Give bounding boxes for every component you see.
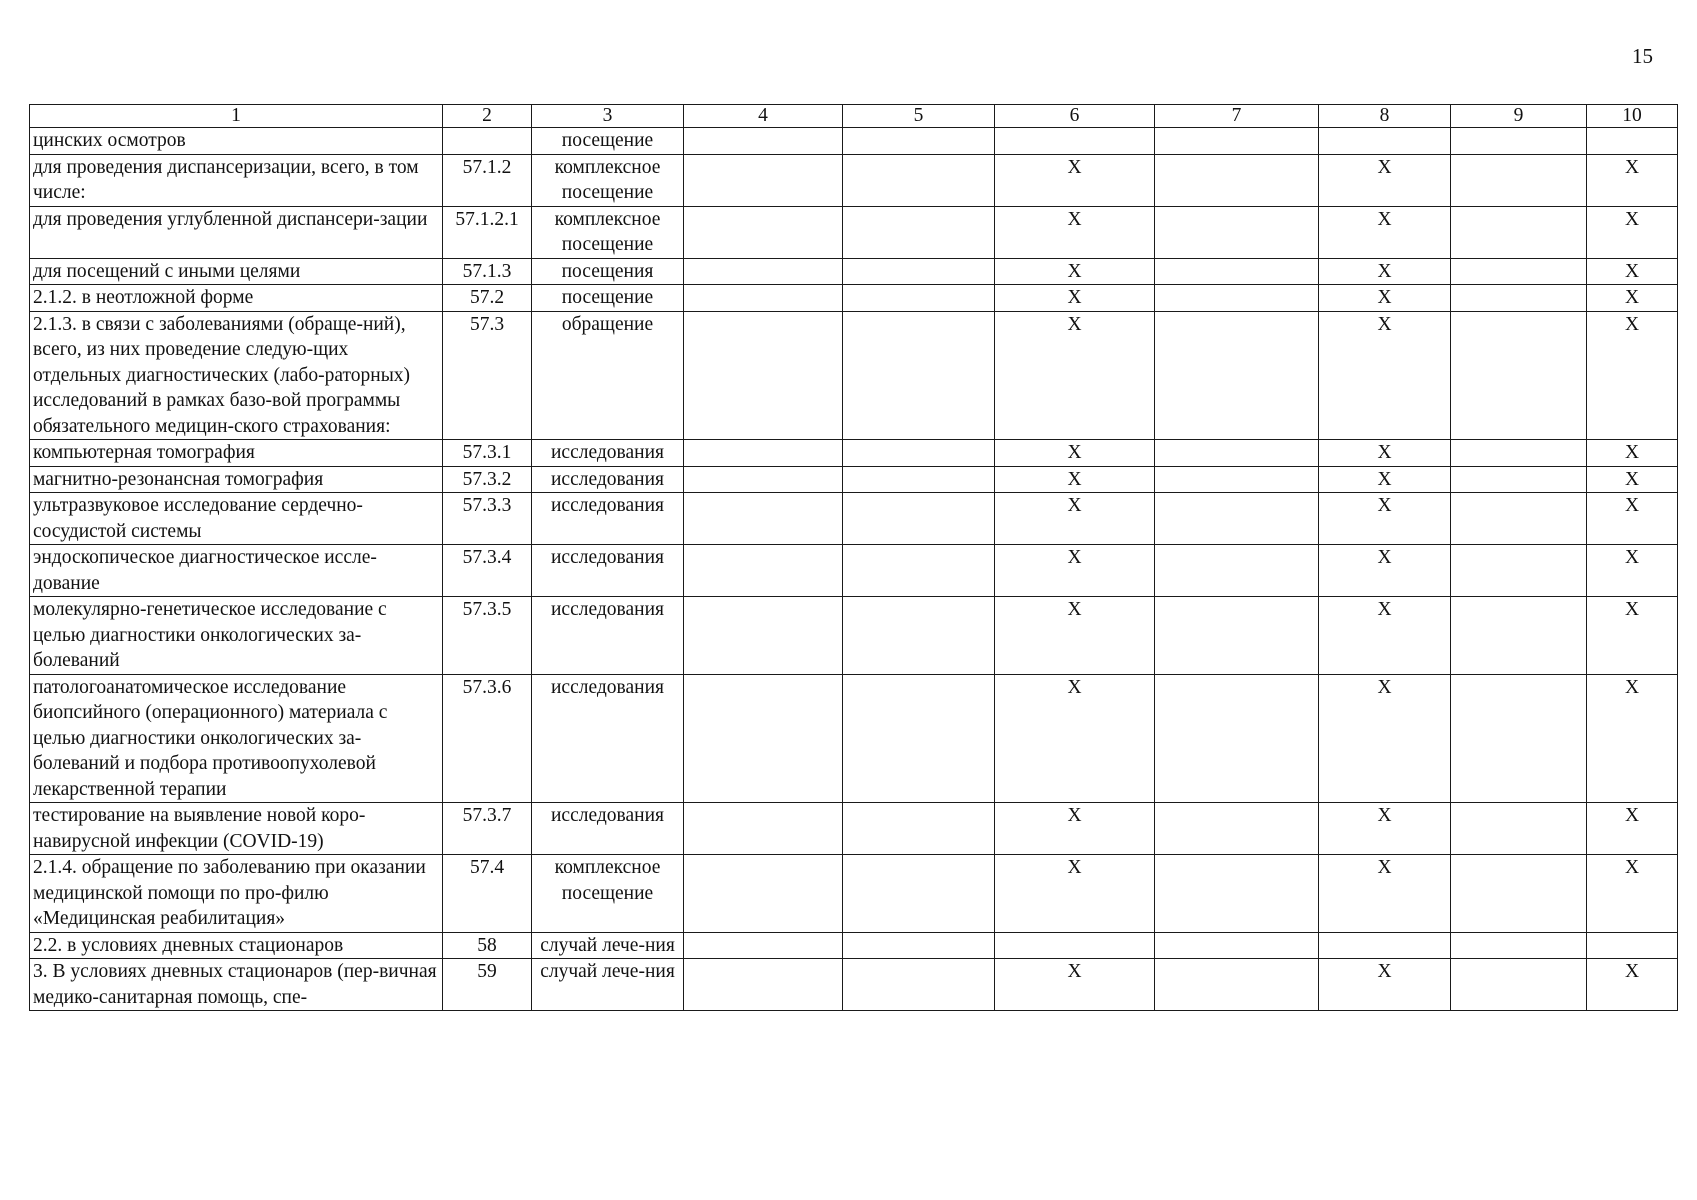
col10-cell: X bbox=[1587, 154, 1678, 206]
header-row bbox=[30, 105, 1678, 128]
empty-cell bbox=[1451, 440, 1587, 467]
row-unit-cell: посещение bbox=[532, 128, 684, 155]
row-name-cell: эндоскопическое диагностическое иссле-дование bbox=[30, 545, 443, 597]
col8-cell: X bbox=[1319, 674, 1451, 803]
col10-cell: X bbox=[1587, 206, 1678, 258]
empty-cell bbox=[684, 493, 843, 545]
row-unit-cell: комплексное посещение bbox=[532, 855, 684, 933]
col8-cell: X bbox=[1319, 493, 1451, 545]
empty-cell bbox=[1451, 206, 1587, 258]
empty-cell bbox=[843, 206, 995, 258]
empty-cell bbox=[684, 855, 843, 933]
row-name-cell: 2.2. в условиях дневных стационаров bbox=[30, 932, 443, 959]
empty-cell bbox=[1155, 128, 1319, 155]
row-name-cell: 2.1.3. в связи с заболеваниями (обраще-ний), всего, из них проведение следую-щих отдельных диагностических (лабо-раторных) исследований в рамках базо-вой программы обязательного медицин-ского страхования: bbox=[30, 311, 443, 440]
col6-cell: X bbox=[995, 285, 1155, 312]
empty-cell bbox=[1451, 154, 1587, 206]
empty-cell bbox=[1451, 128, 1587, 155]
column-header: 2 bbox=[443, 105, 532, 128]
col6-cell: X bbox=[995, 206, 1155, 258]
table-row bbox=[30, 440, 1678, 467]
empty-cell bbox=[684, 154, 843, 206]
column-header: 3 bbox=[532, 105, 684, 128]
empty-cell bbox=[843, 440, 995, 467]
row-code-cell: 58 bbox=[443, 932, 532, 959]
col6-cell: X bbox=[995, 154, 1155, 206]
empty-cell bbox=[1155, 803, 1319, 855]
row-unit-cell: случай лече-ния bbox=[532, 959, 684, 1011]
table-row bbox=[30, 285, 1678, 312]
col8-cell: X bbox=[1319, 597, 1451, 675]
col10-cell: X bbox=[1587, 466, 1678, 493]
col8-cell: X bbox=[1319, 154, 1451, 206]
col8-cell: X bbox=[1319, 440, 1451, 467]
row-name-cell: для проведения диспансеризации, всего, в том числе: bbox=[30, 154, 443, 206]
table-row bbox=[30, 258, 1678, 285]
empty-cell bbox=[684, 466, 843, 493]
row-unit-cell: случай лече-ния bbox=[532, 932, 684, 959]
empty-cell bbox=[843, 932, 995, 959]
row-unit-cell: посещения bbox=[532, 258, 684, 285]
empty-cell bbox=[684, 285, 843, 312]
empty-cell bbox=[843, 493, 995, 545]
row-unit-cell: исследования bbox=[532, 440, 684, 467]
row-unit-cell: обращение bbox=[532, 311, 684, 440]
row-unit-cell: исследования bbox=[532, 493, 684, 545]
empty-cell bbox=[1451, 932, 1587, 959]
row-code-cell: 57.4 bbox=[443, 855, 532, 933]
col6-cell: X bbox=[995, 855, 1155, 933]
empty-cell bbox=[1451, 311, 1587, 440]
empty-cell bbox=[1155, 493, 1319, 545]
table-row bbox=[30, 206, 1678, 258]
empty-cell bbox=[684, 311, 843, 440]
row-code-cell: 57.3.7 bbox=[443, 803, 532, 855]
row-name-cell: для проведения углубленной диспансери-зации bbox=[30, 206, 443, 258]
table-row bbox=[30, 311, 1678, 440]
row-name-cell: молекулярно-генетическое исследование с целью диагностики онкологических за-болеваний bbox=[30, 597, 443, 675]
row-unit-cell: исследования bbox=[532, 803, 684, 855]
col6-cell bbox=[995, 128, 1155, 155]
col8-cell: X bbox=[1319, 855, 1451, 933]
table-row bbox=[30, 959, 1678, 1011]
row-name-cell: магнитно-резонансная томография bbox=[30, 466, 443, 493]
empty-cell bbox=[1451, 597, 1587, 675]
empty-cell bbox=[1155, 466, 1319, 493]
col6-cell: X bbox=[995, 597, 1155, 675]
row-code-cell: 57.3.5 bbox=[443, 597, 532, 675]
col10-cell: X bbox=[1587, 493, 1678, 545]
col10-cell: X bbox=[1587, 311, 1678, 440]
column-header: 8 bbox=[1319, 105, 1451, 128]
empty-cell bbox=[1155, 674, 1319, 803]
row-name-cell: для посещений с иными целями bbox=[30, 258, 443, 285]
empty-cell bbox=[684, 545, 843, 597]
empty-cell bbox=[684, 674, 843, 803]
empty-cell bbox=[1451, 855, 1587, 933]
col8-cell: X bbox=[1319, 803, 1451, 855]
empty-cell bbox=[684, 128, 843, 155]
empty-cell bbox=[1451, 258, 1587, 285]
empty-cell bbox=[843, 545, 995, 597]
empty-cell bbox=[843, 258, 995, 285]
col10-cell bbox=[1587, 932, 1678, 959]
empty-cell bbox=[1155, 932, 1319, 959]
empty-cell bbox=[1155, 959, 1319, 1011]
empty-cell bbox=[1155, 545, 1319, 597]
row-unit-cell: комплексное посещение bbox=[532, 154, 684, 206]
row-code-cell bbox=[443, 128, 532, 155]
empty-cell bbox=[1155, 206, 1319, 258]
empty-cell bbox=[1155, 154, 1319, 206]
empty-cell bbox=[1155, 311, 1319, 440]
table-row bbox=[30, 674, 1678, 803]
row-code-cell: 57.3.4 bbox=[443, 545, 532, 597]
row-name-cell: ультразвуковое исследование сердечно-сосудистой системы bbox=[30, 493, 443, 545]
empty-cell bbox=[684, 258, 843, 285]
table-row bbox=[30, 154, 1678, 206]
data-table bbox=[29, 104, 1678, 1011]
row-name-cell: компьютерная томография bbox=[30, 440, 443, 467]
empty-cell bbox=[684, 959, 843, 1011]
empty-cell bbox=[843, 855, 995, 933]
empty-cell bbox=[1155, 258, 1319, 285]
empty-cell bbox=[1451, 959, 1587, 1011]
empty-cell bbox=[684, 440, 843, 467]
row-name-cell: 2.1.4. обращение по заболеванию при оказании медицинской помощи по про-филю «Медицинская реабилитация» bbox=[30, 855, 443, 933]
col6-cell: X bbox=[995, 959, 1155, 1011]
col10-cell: X bbox=[1587, 597, 1678, 675]
col10-cell: X bbox=[1587, 285, 1678, 312]
col10-cell bbox=[1587, 128, 1678, 155]
row-code-cell: 57.3.6 bbox=[443, 674, 532, 803]
row-unit-cell: исследования bbox=[532, 674, 684, 803]
empty-cell bbox=[843, 128, 995, 155]
empty-cell bbox=[684, 932, 843, 959]
empty-cell bbox=[843, 311, 995, 440]
row-code-cell: 57.1.2.1 bbox=[443, 206, 532, 258]
table-row bbox=[30, 493, 1678, 545]
table-row bbox=[30, 597, 1678, 675]
column-header: 5 bbox=[843, 105, 995, 128]
col8-cell: X bbox=[1319, 545, 1451, 597]
column-header: 10 bbox=[1587, 105, 1678, 128]
col10-cell: X bbox=[1587, 959, 1678, 1011]
col10-cell: X bbox=[1587, 855, 1678, 933]
empty-cell bbox=[1451, 803, 1587, 855]
table-row bbox=[30, 932, 1678, 959]
page-number: 15 bbox=[1632, 44, 1653, 68]
column-header: 7 bbox=[1155, 105, 1319, 128]
col6-cell: X bbox=[995, 311, 1155, 440]
row-unit-cell: посещение bbox=[532, 285, 684, 312]
column-header: 4 bbox=[684, 105, 843, 128]
empty-cell bbox=[843, 959, 995, 1011]
row-unit-cell: исследования bbox=[532, 545, 684, 597]
col6-cell: X bbox=[995, 545, 1155, 597]
empty-cell bbox=[1155, 440, 1319, 467]
empty-cell bbox=[1451, 466, 1587, 493]
col8-cell: X bbox=[1319, 206, 1451, 258]
row-name-cell: цинских осмотров bbox=[30, 128, 443, 155]
row-code-cell: 59 bbox=[443, 959, 532, 1011]
empty-cell bbox=[843, 466, 995, 493]
col10-cell: X bbox=[1587, 803, 1678, 855]
empty-cell bbox=[843, 285, 995, 312]
col6-cell: X bbox=[995, 258, 1155, 285]
table-row bbox=[30, 803, 1678, 855]
col8-cell: X bbox=[1319, 466, 1451, 493]
empty-cell bbox=[843, 154, 995, 206]
col8-cell: X bbox=[1319, 285, 1451, 312]
column-header: 1 bbox=[30, 105, 443, 128]
empty-cell bbox=[1155, 855, 1319, 933]
col6-cell: X bbox=[995, 803, 1155, 855]
empty-cell bbox=[1155, 597, 1319, 675]
row-code-cell: 57.3.3 bbox=[443, 493, 532, 545]
column-header: 9 bbox=[1451, 105, 1587, 128]
table-row bbox=[30, 545, 1678, 597]
empty-cell bbox=[1451, 285, 1587, 312]
empty-cell bbox=[843, 674, 995, 803]
row-code-cell: 57.1.3 bbox=[443, 258, 532, 285]
empty-cell bbox=[843, 803, 995, 855]
row-code-cell: 57.3 bbox=[443, 311, 532, 440]
row-name-cell: 3. В условиях дневных стационаров (пер-вичная медико-санитарная помощь, спе- bbox=[30, 959, 443, 1011]
table-row bbox=[30, 128, 1678, 155]
empty-cell bbox=[684, 206, 843, 258]
row-unit-cell: комплексное посещение bbox=[532, 206, 684, 258]
col10-cell: X bbox=[1587, 674, 1678, 803]
empty-cell bbox=[1451, 493, 1587, 545]
col8-cell bbox=[1319, 128, 1451, 155]
table-row bbox=[30, 855, 1678, 933]
row-name-cell: тестирование на выявление новой коро-навирусной инфекции (COVID-19) bbox=[30, 803, 443, 855]
row-name-cell: 2.1.2. в неотложной форме bbox=[30, 285, 443, 312]
col6-cell: X bbox=[995, 674, 1155, 803]
col8-cell: X bbox=[1319, 959, 1451, 1011]
col8-cell: X bbox=[1319, 258, 1451, 285]
col6-cell: X bbox=[995, 440, 1155, 467]
row-unit-cell: исследования bbox=[532, 466, 684, 493]
col8-cell bbox=[1319, 932, 1451, 959]
row-unit-cell: исследования bbox=[532, 597, 684, 675]
row-code-cell: 57.3.1 bbox=[443, 440, 532, 467]
table-row bbox=[30, 466, 1678, 493]
col10-cell: X bbox=[1587, 258, 1678, 285]
empty-cell bbox=[843, 597, 995, 675]
empty-cell bbox=[684, 597, 843, 675]
column-header: 6 bbox=[995, 105, 1155, 128]
col6-cell: X bbox=[995, 466, 1155, 493]
empty-cell bbox=[1451, 545, 1587, 597]
empty-cell bbox=[1451, 674, 1587, 803]
empty-cell bbox=[684, 803, 843, 855]
row-code-cell: 57.1.2 bbox=[443, 154, 532, 206]
col10-cell: X bbox=[1587, 545, 1678, 597]
row-code-cell: 57.3.2 bbox=[443, 466, 532, 493]
empty-cell bbox=[1155, 285, 1319, 312]
col6-cell: X bbox=[995, 493, 1155, 545]
col6-cell bbox=[995, 932, 1155, 959]
row-code-cell: 57.2 bbox=[443, 285, 532, 312]
col8-cell: X bbox=[1319, 311, 1451, 440]
row-name-cell: патологоанатомическое исследование биопсийного (операционного) материала с целью диагностики онкологических за-болеваний и подбора противоопухолевой лекарственной терапии bbox=[30, 674, 443, 803]
col10-cell: X bbox=[1587, 440, 1678, 467]
